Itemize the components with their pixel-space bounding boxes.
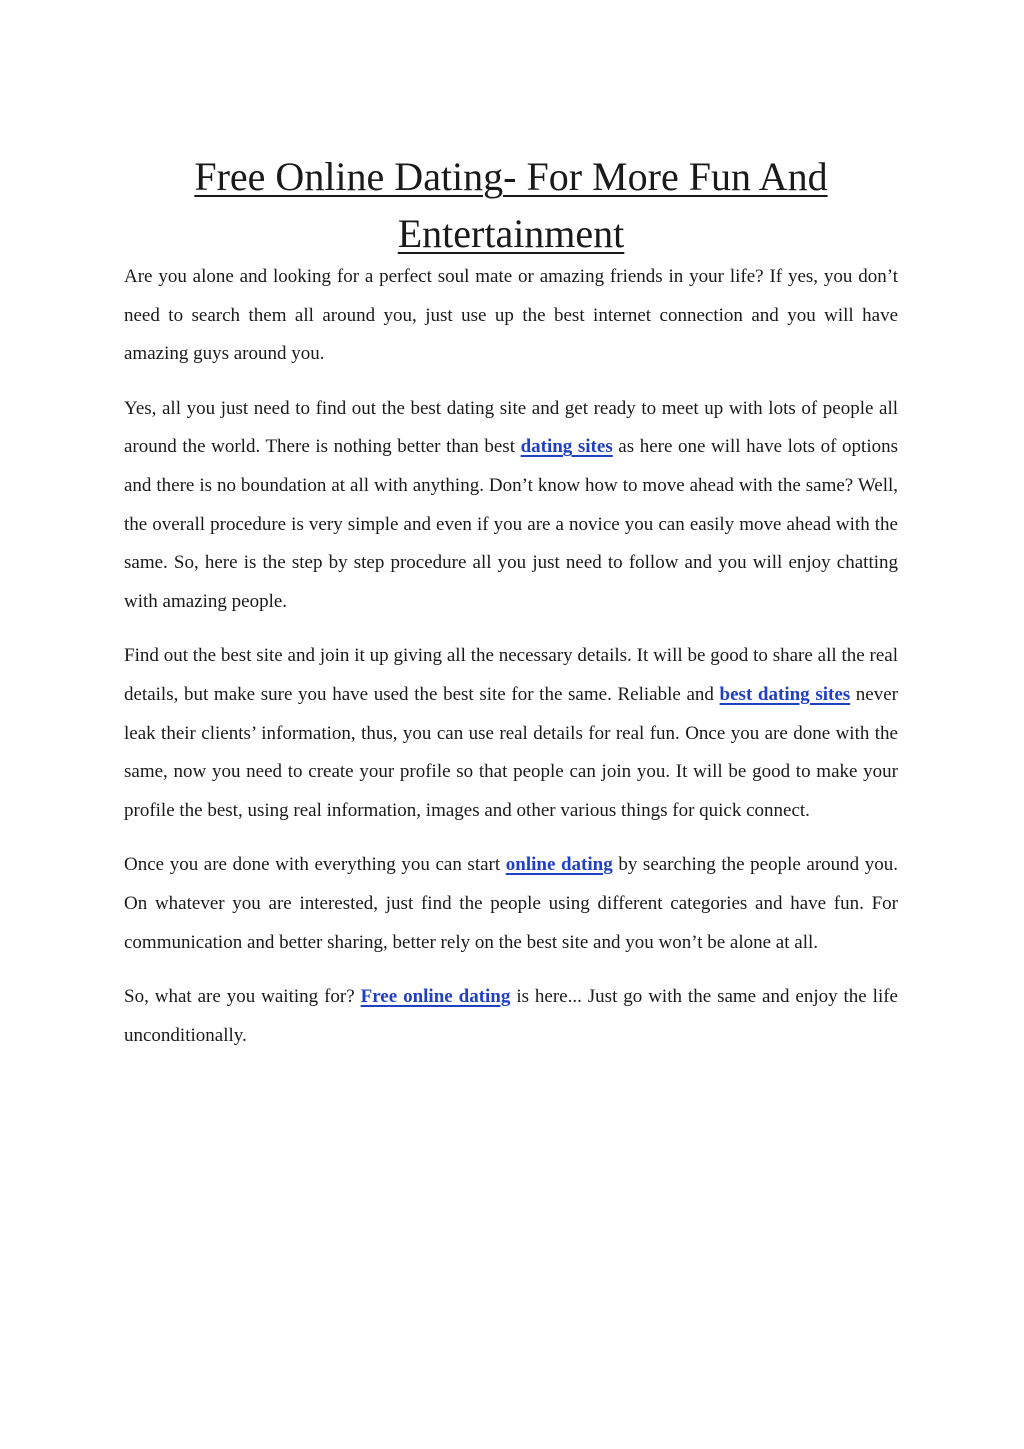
paragraph-text: never leak their clients’ information, thus, you can use real details for real fun. Once you are done with the same, now you need to create your profile so that people can join you. It will be good to make your profile the best, using real information, images and other various things for quick connect. — [124, 683, 899, 821]
page-title — [124, 148, 898, 262]
free-online-dating-link[interactable]: Free online dating — [360, 986, 511, 1008]
paragraph-text: is here... Just go with the same and enjoy the life unconditionally. — [124, 986, 898, 1046]
paragraph-text: by searching the people around you. On whatever you are interested, just find the people using different categories and have fun. For communication and better sharing, better rely on the best site and you won’t be alone at all. — [124, 854, 898, 953]
paragraph-text: Yes, all you just need to find out the best dating site and get ready to meet up with lots of people all around the world. There is nothing better than best — [124, 397, 898, 458]
paragraph-text: Are you alone and looking for a perfect soul mate or amazing friends in your life? If yes, you don’t need to search them all around you, just use up the best internet connection and you will have amazing guys around you. — [124, 266, 898, 365]
paragraph-text: Once you are done with everything you can start — [124, 854, 506, 876]
paragraph-4 — [124, 846, 898, 962]
best-dating-sites-link[interactable]: best dating sites — [719, 683, 851, 705]
dating-sites-link[interactable]: dating sites — [520, 436, 613, 458]
title-line-1: Free Online Dating- For More Fun And — [194, 154, 828, 199]
paragraph-2 — [124, 390, 898, 622]
paragraph-1 — [124, 258, 898, 374]
paragraph-5 — [124, 978, 898, 1055]
paragraph-text: Find out the best site and join it up giving all the necessary details. It will be good to share all the real details, but make sure you have used the best site for the same. Reliable and — [124, 645, 898, 705]
paragraph-text: as here one will have lots of options and there is no boundation at all with anything. Don’t know how to move ahead with the same? Well, the overall procedure is very simple and even if you are a novice you can easily move ahead with the same. So, here is the step by step procedure all you just need to follow and you will enjoy chatting with amazing people. — [124, 436, 898, 612]
title-line-2: Entertainment — [397, 211, 625, 256]
paragraph-3 — [124, 637, 898, 830]
article-body — [124, 258, 898, 1071]
paragraph-text: So, what are you waiting for? — [124, 986, 361, 1008]
online-dating-link[interactable]: online dating — [505, 854, 613, 876]
